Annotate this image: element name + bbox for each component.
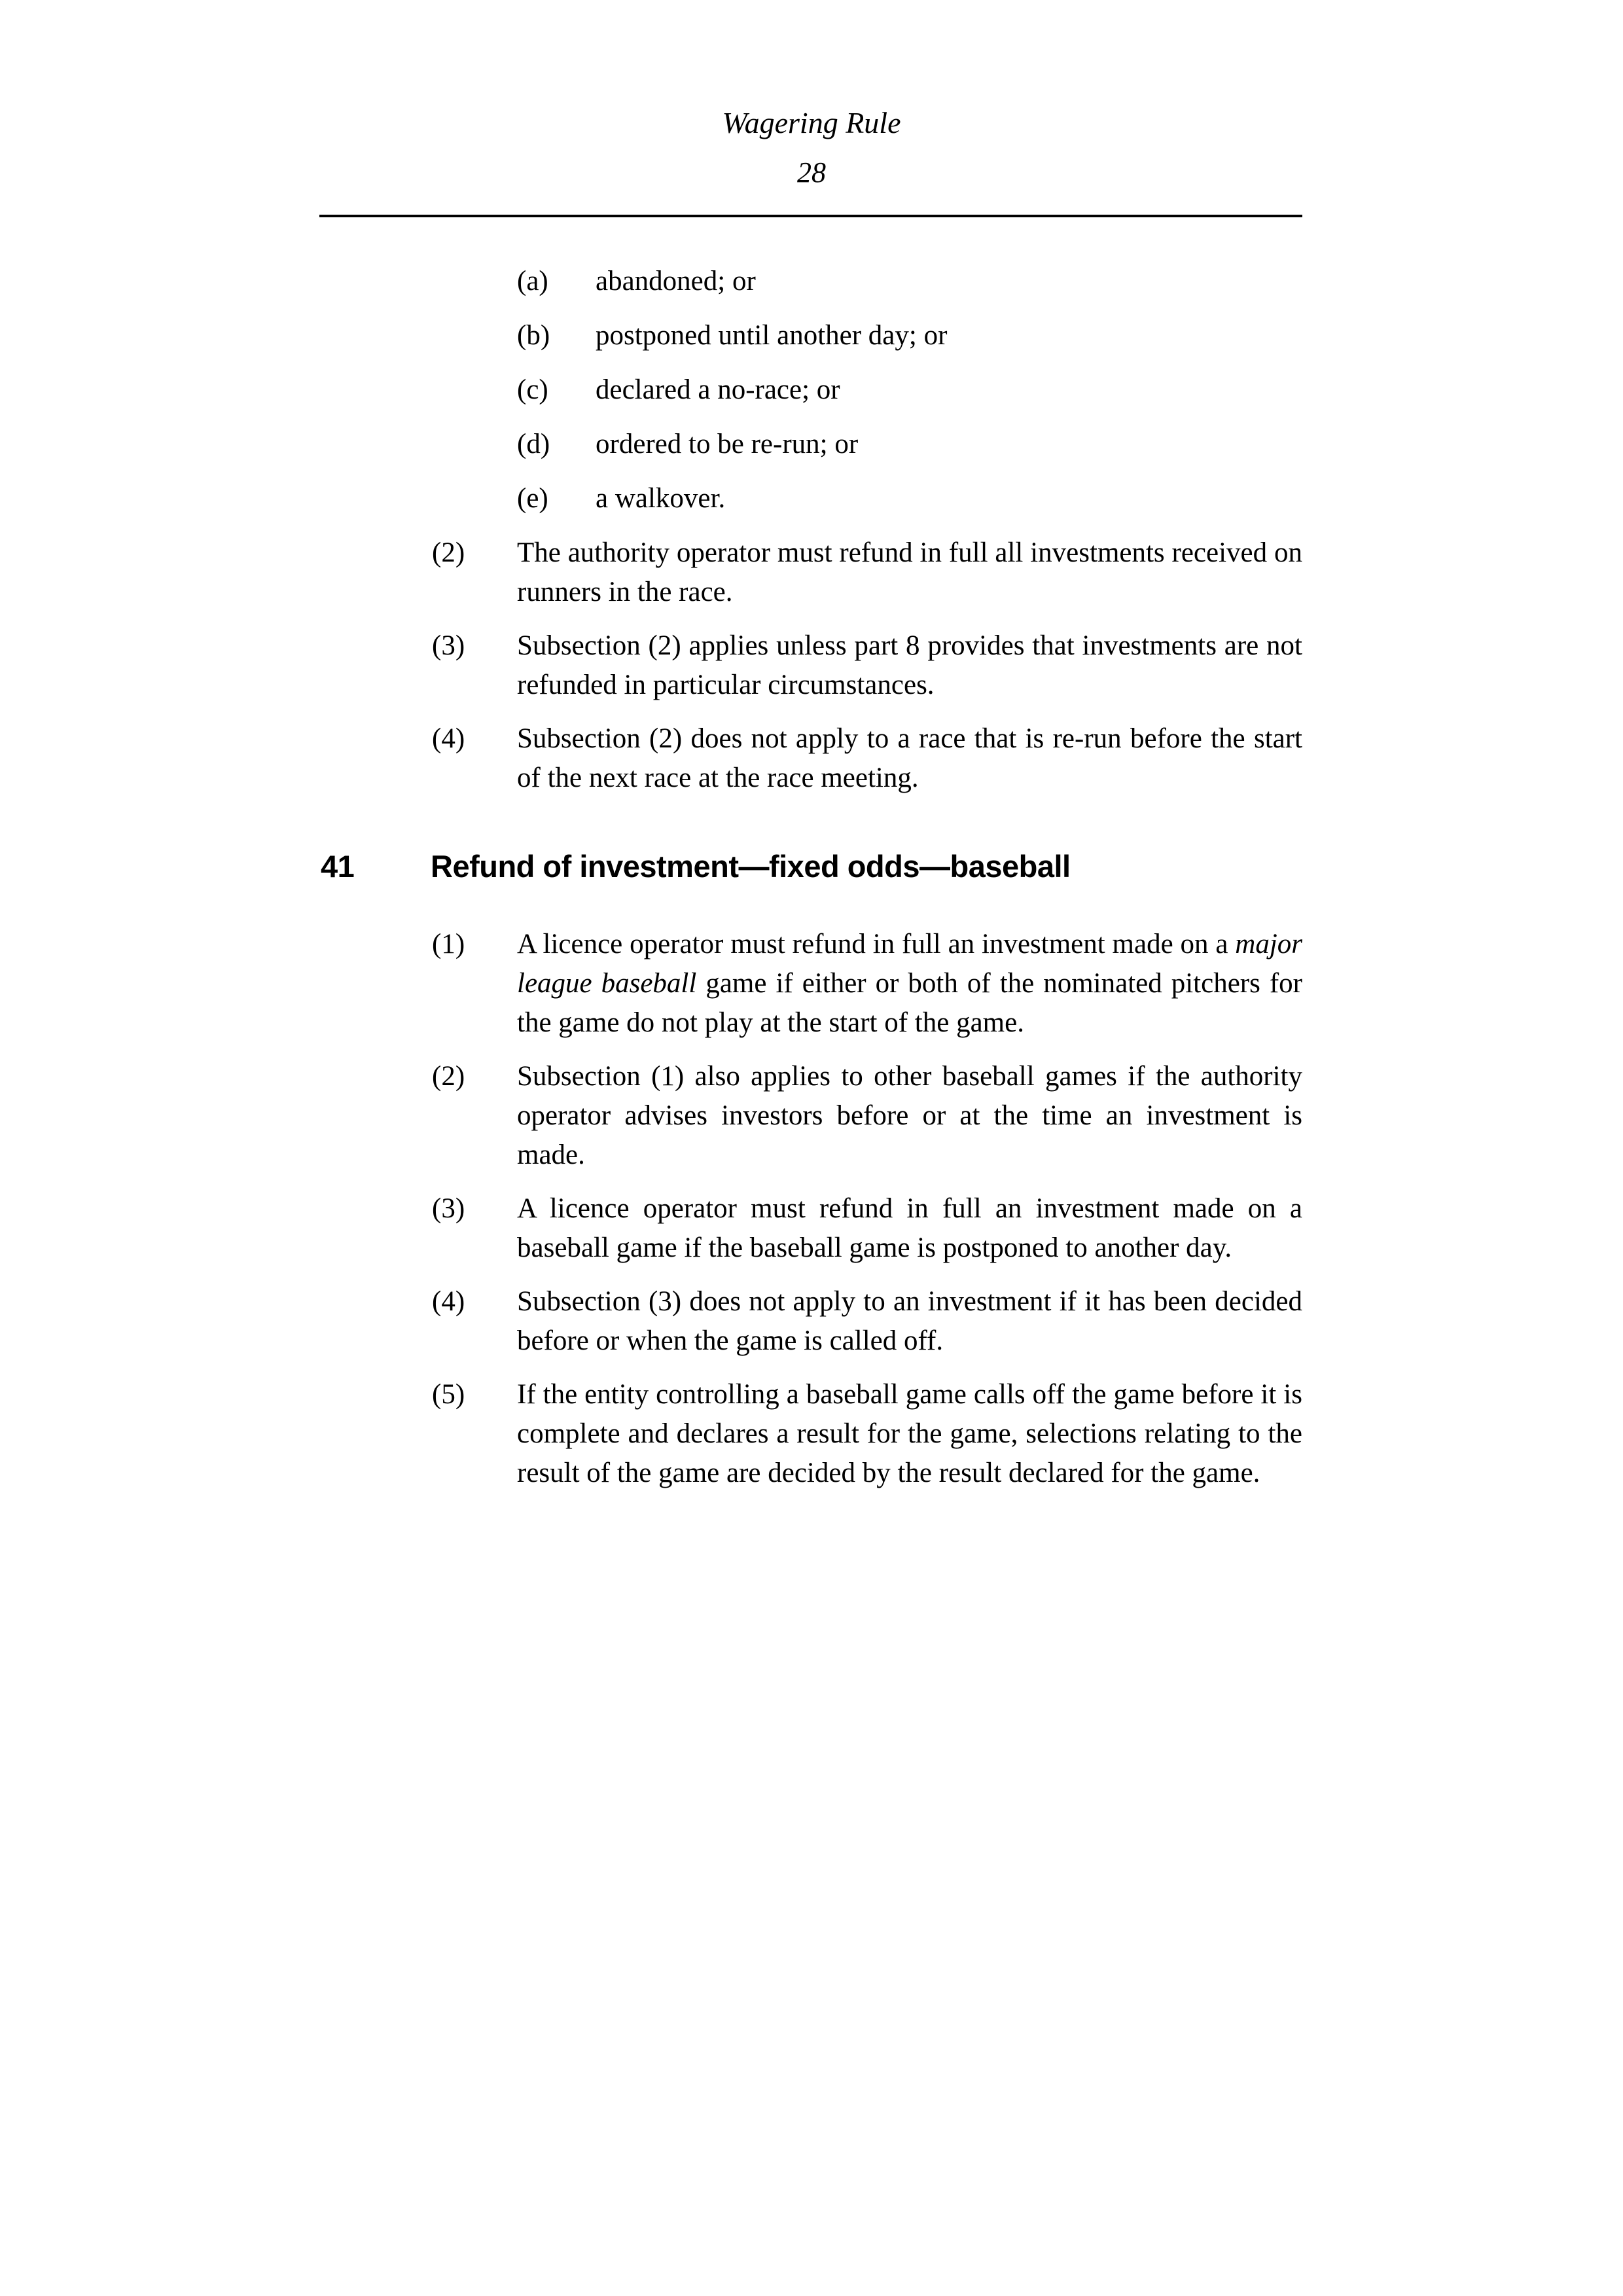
paragraph-number: (2) xyxy=(432,537,465,568)
paragraph-3 xyxy=(432,626,1302,705)
list-item-label: (b) xyxy=(517,320,550,351)
subsection-number: (1) xyxy=(432,929,465,960)
list-item-label: (d) xyxy=(517,429,550,459)
subsection-text: If the entity controlling a baseball game calls off the game before it is complete and declares a result for the game, selections relating to the result of the game are decided by the result declared for the game. xyxy=(517,1379,1302,1488)
subsection-text-italic-term: major league baseball xyxy=(517,929,1302,999)
list-item-text: ordered to be re-run; or xyxy=(596,429,859,459)
subsection-number: (4) xyxy=(432,1286,465,1317)
page-number: 28 xyxy=(797,156,826,188)
subsection-number: (3) xyxy=(432,1193,465,1224)
list-item-b xyxy=(517,316,1302,355)
subsection-text xyxy=(517,925,1302,1043)
header-rule-divider xyxy=(319,215,1302,217)
subsection-text-plain: game if either or both of the nominated pitchers for the game do not play at the start of the game. xyxy=(517,968,1302,1038)
list-item-label: (c) xyxy=(517,374,548,405)
paragraph-number: (4) xyxy=(432,723,465,754)
list-item-label: (e) xyxy=(517,483,548,514)
subsection-text: Subsection (1) also applies to other baseball games if the authority operator advises investors before or at the time an investment is made. xyxy=(517,1061,1302,1170)
subsection-number: (5) xyxy=(432,1379,465,1410)
paragraph-4 xyxy=(432,719,1302,798)
subsection-1 xyxy=(432,925,1302,1043)
subsection-text: Subsection (3) does not apply to an investment if it has been decided before or when the game is called off. xyxy=(517,1286,1302,1356)
list-item-a xyxy=(517,262,1302,301)
section-number: 41 xyxy=(321,849,355,884)
list-item-text: postponed until another day; or xyxy=(596,320,948,351)
page-header xyxy=(0,105,1623,190)
paragraph-text: Subsection (2) applies unless part 8 provides that investments are not refunded in particular circumstances. xyxy=(517,630,1302,700)
paragraph-number: (3) xyxy=(432,630,465,661)
subsection-4 xyxy=(432,1282,1302,1361)
subsection-number: (2) xyxy=(432,1061,465,1092)
document-title: Wagering Rule xyxy=(722,106,901,139)
list-item-text: abandoned; or xyxy=(596,266,756,296)
list-item-d xyxy=(517,425,1302,464)
subsection-3 xyxy=(432,1189,1302,1268)
paragraph-text: Subsection (2) does not apply to a race that is re-run before the start of the next race at the race meeting. xyxy=(517,723,1302,793)
list-item-label: (a) xyxy=(517,266,548,296)
list-item-e xyxy=(517,479,1302,518)
list-item-c xyxy=(517,370,1302,410)
subsection-5 xyxy=(432,1375,1302,1493)
subsection-text: A licence operator must refund in full an investment made on a baseball game if the baseball game is postponed to another day. xyxy=(517,1193,1302,1263)
paragraph-2 xyxy=(432,533,1302,612)
paragraph-text: The authority operator must refund in full all investments received on runners in the race. xyxy=(517,537,1302,607)
subsection-2 xyxy=(432,1057,1302,1175)
section-41-heading xyxy=(321,845,1302,888)
document-body xyxy=(321,262,1302,1507)
subsection-text-plain: A licence operator must refund in full an investment made on a xyxy=(517,929,1236,960)
list-item-text: a walkover. xyxy=(596,483,726,514)
list-item-text: declared a no-race; or xyxy=(596,374,840,405)
section-title: Refund of investment—fixed odds—baseball xyxy=(431,849,1071,884)
